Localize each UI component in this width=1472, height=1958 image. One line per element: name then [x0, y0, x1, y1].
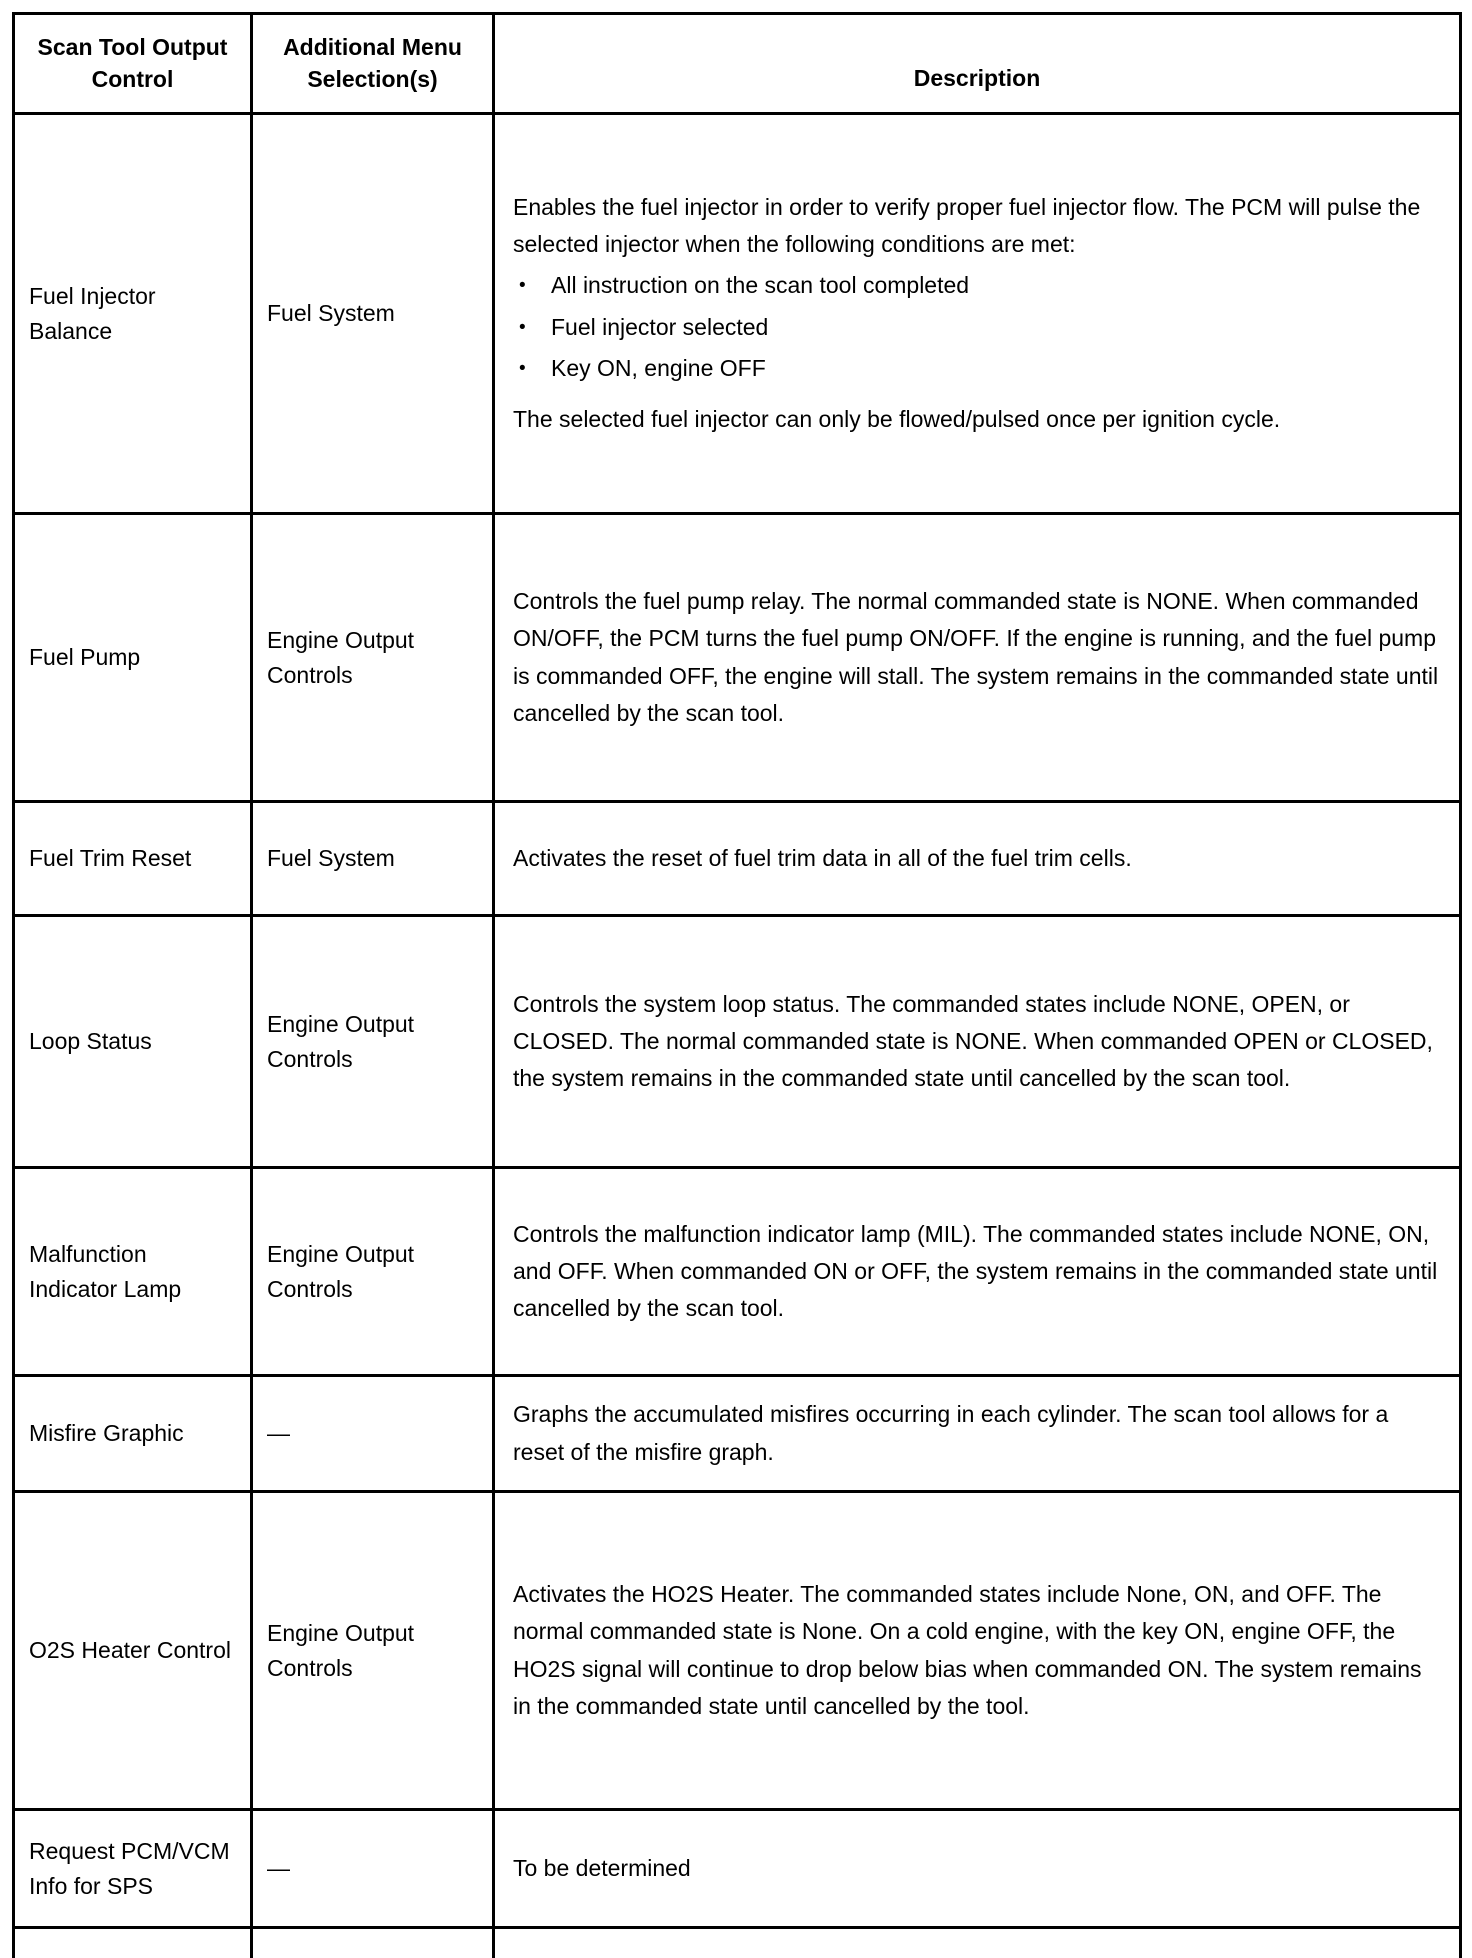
header-description: Description	[494, 14, 1461, 114]
bullet-icon: •	[519, 357, 526, 379]
header-additional-menu-selections: Additional Menu Selection(s)	[252, 14, 494, 114]
bullet-item	[513, 267, 1441, 304]
description-cell	[494, 1168, 1461, 1376]
table-row	[14, 1376, 1461, 1492]
description-paragraph: Activates the reset of fuel trim data in all of the fuel trim cells.	[513, 844, 1132, 871]
description-paragraph: Controls the system loop status. The commanded states include NONE, OPEN, or CLOSED. The normal commanded state is NONE. When commanded OPEN or CLOSED, the system remains in the commanded state until cancelled by the scan tool.	[513, 990, 1433, 1092]
table-row	[14, 916, 1461, 1168]
bullet-item	[513, 309, 1441, 346]
description-cell	[494, 1376, 1461, 1492]
menu-cell: —	[252, 1376, 494, 1492]
control-cell: Malfunction Indicator Lamp	[14, 1168, 252, 1376]
description-paragraph: Enables the fuel injector in order to verify proper fuel injector flow. The PCM will pulse the selected injector when the following conditions are met:	[513, 193, 1421, 257]
description-cell	[494, 1810, 1461, 1928]
scan-tool-output-table	[12, 12, 1462, 1958]
bullet-icon: •	[519, 275, 526, 297]
bullet-icon: •	[519, 316, 526, 338]
menu-cell: Engine Output Controls	[252, 514, 494, 802]
menu-cell: Fuel System	[252, 114, 494, 514]
description-cell	[494, 514, 1461, 802]
bullet-text: All instruction on the scan tool completed	[551, 272, 970, 299]
table-row	[14, 802, 1461, 916]
description-paragraph: To be determined	[513, 1854, 691, 1881]
description-paragraph: Controls the malfunction indicator lamp (MIL). The commanded states include NONE, ON, and OFF. When commanded ON or OFF, the system remains in the commanded state until cancelled by the scan tool.	[513, 1220, 1438, 1322]
control-cell: O2S Heater Control	[14, 1492, 252, 1810]
menu-cell: Engine Output Controls	[252, 1168, 494, 1376]
bullet-text: Fuel injector selected	[551, 313, 769, 340]
bullet-text: Key ON, engine OFF	[551, 354, 766, 381]
table-row-partial	[14, 1928, 1461, 1958]
table-row	[14, 1492, 1461, 1810]
menu-cell: Engine Output Controls	[252, 1492, 494, 1810]
table-row	[14, 1810, 1461, 1928]
control-cell: Fuel Pump	[14, 514, 252, 802]
description-cell	[494, 1492, 1461, 1810]
control-cell	[14, 1928, 252, 1958]
description-paragraph: Activates the HO2S Heater. The commanded states include None, ON, and OFF. The normal commanded state is None. On a cold engine, with the key ON, engine OFF, the HO2S signal will continue to drop below bias when commanded ON. The system remains in the commanded state until cancelled by the tool.	[513, 1581, 1422, 1719]
description-cell	[494, 916, 1461, 1168]
header-scan-tool-output-control: Scan Tool Output Control	[14, 14, 252, 114]
description-paragraph: The selected fuel injector can only be flowed/pulsed once per ignition cycle.	[513, 406, 1281, 432]
menu-cell: —	[252, 1810, 494, 1928]
description-paragraph: Controls the fuel pump relay. The normal commanded state is NONE. When commanded ON/OFF, the PCM turns the fuel pump ON/OFF. If the engine is running, and the fuel pump is commanded OFF, the engine will stall. The system remains in the commanded state until cancelled by the scan tool.	[513, 588, 1439, 726]
description-paragraph: Graphs the accumulated misfires occurring in each cylinder. The scan tool allows for a reset of the misfire graph.	[513, 1401, 1389, 1465]
menu-cell: Fuel System	[252, 802, 494, 916]
menu-cell	[252, 1928, 494, 1958]
control-cell: Fuel Injector Balance	[14, 114, 252, 514]
table-row	[14, 114, 1461, 514]
header-row	[14, 14, 1461, 114]
control-cell: Request PCM/VCM Info for SPS	[14, 1810, 252, 1928]
description-cell	[494, 802, 1461, 916]
table-row	[14, 514, 1461, 802]
control-cell: Fuel Trim Reset	[14, 802, 252, 916]
control-cell: Misfire Graphic	[14, 1376, 252, 1492]
description-cell	[494, 1928, 1461, 1958]
menu-cell: Engine Output Controls	[252, 916, 494, 1168]
description-cell	[494, 114, 1461, 514]
control-cell: Loop Status	[14, 916, 252, 1168]
bullet-item	[513, 350, 1441, 387]
table-row	[14, 1168, 1461, 1376]
